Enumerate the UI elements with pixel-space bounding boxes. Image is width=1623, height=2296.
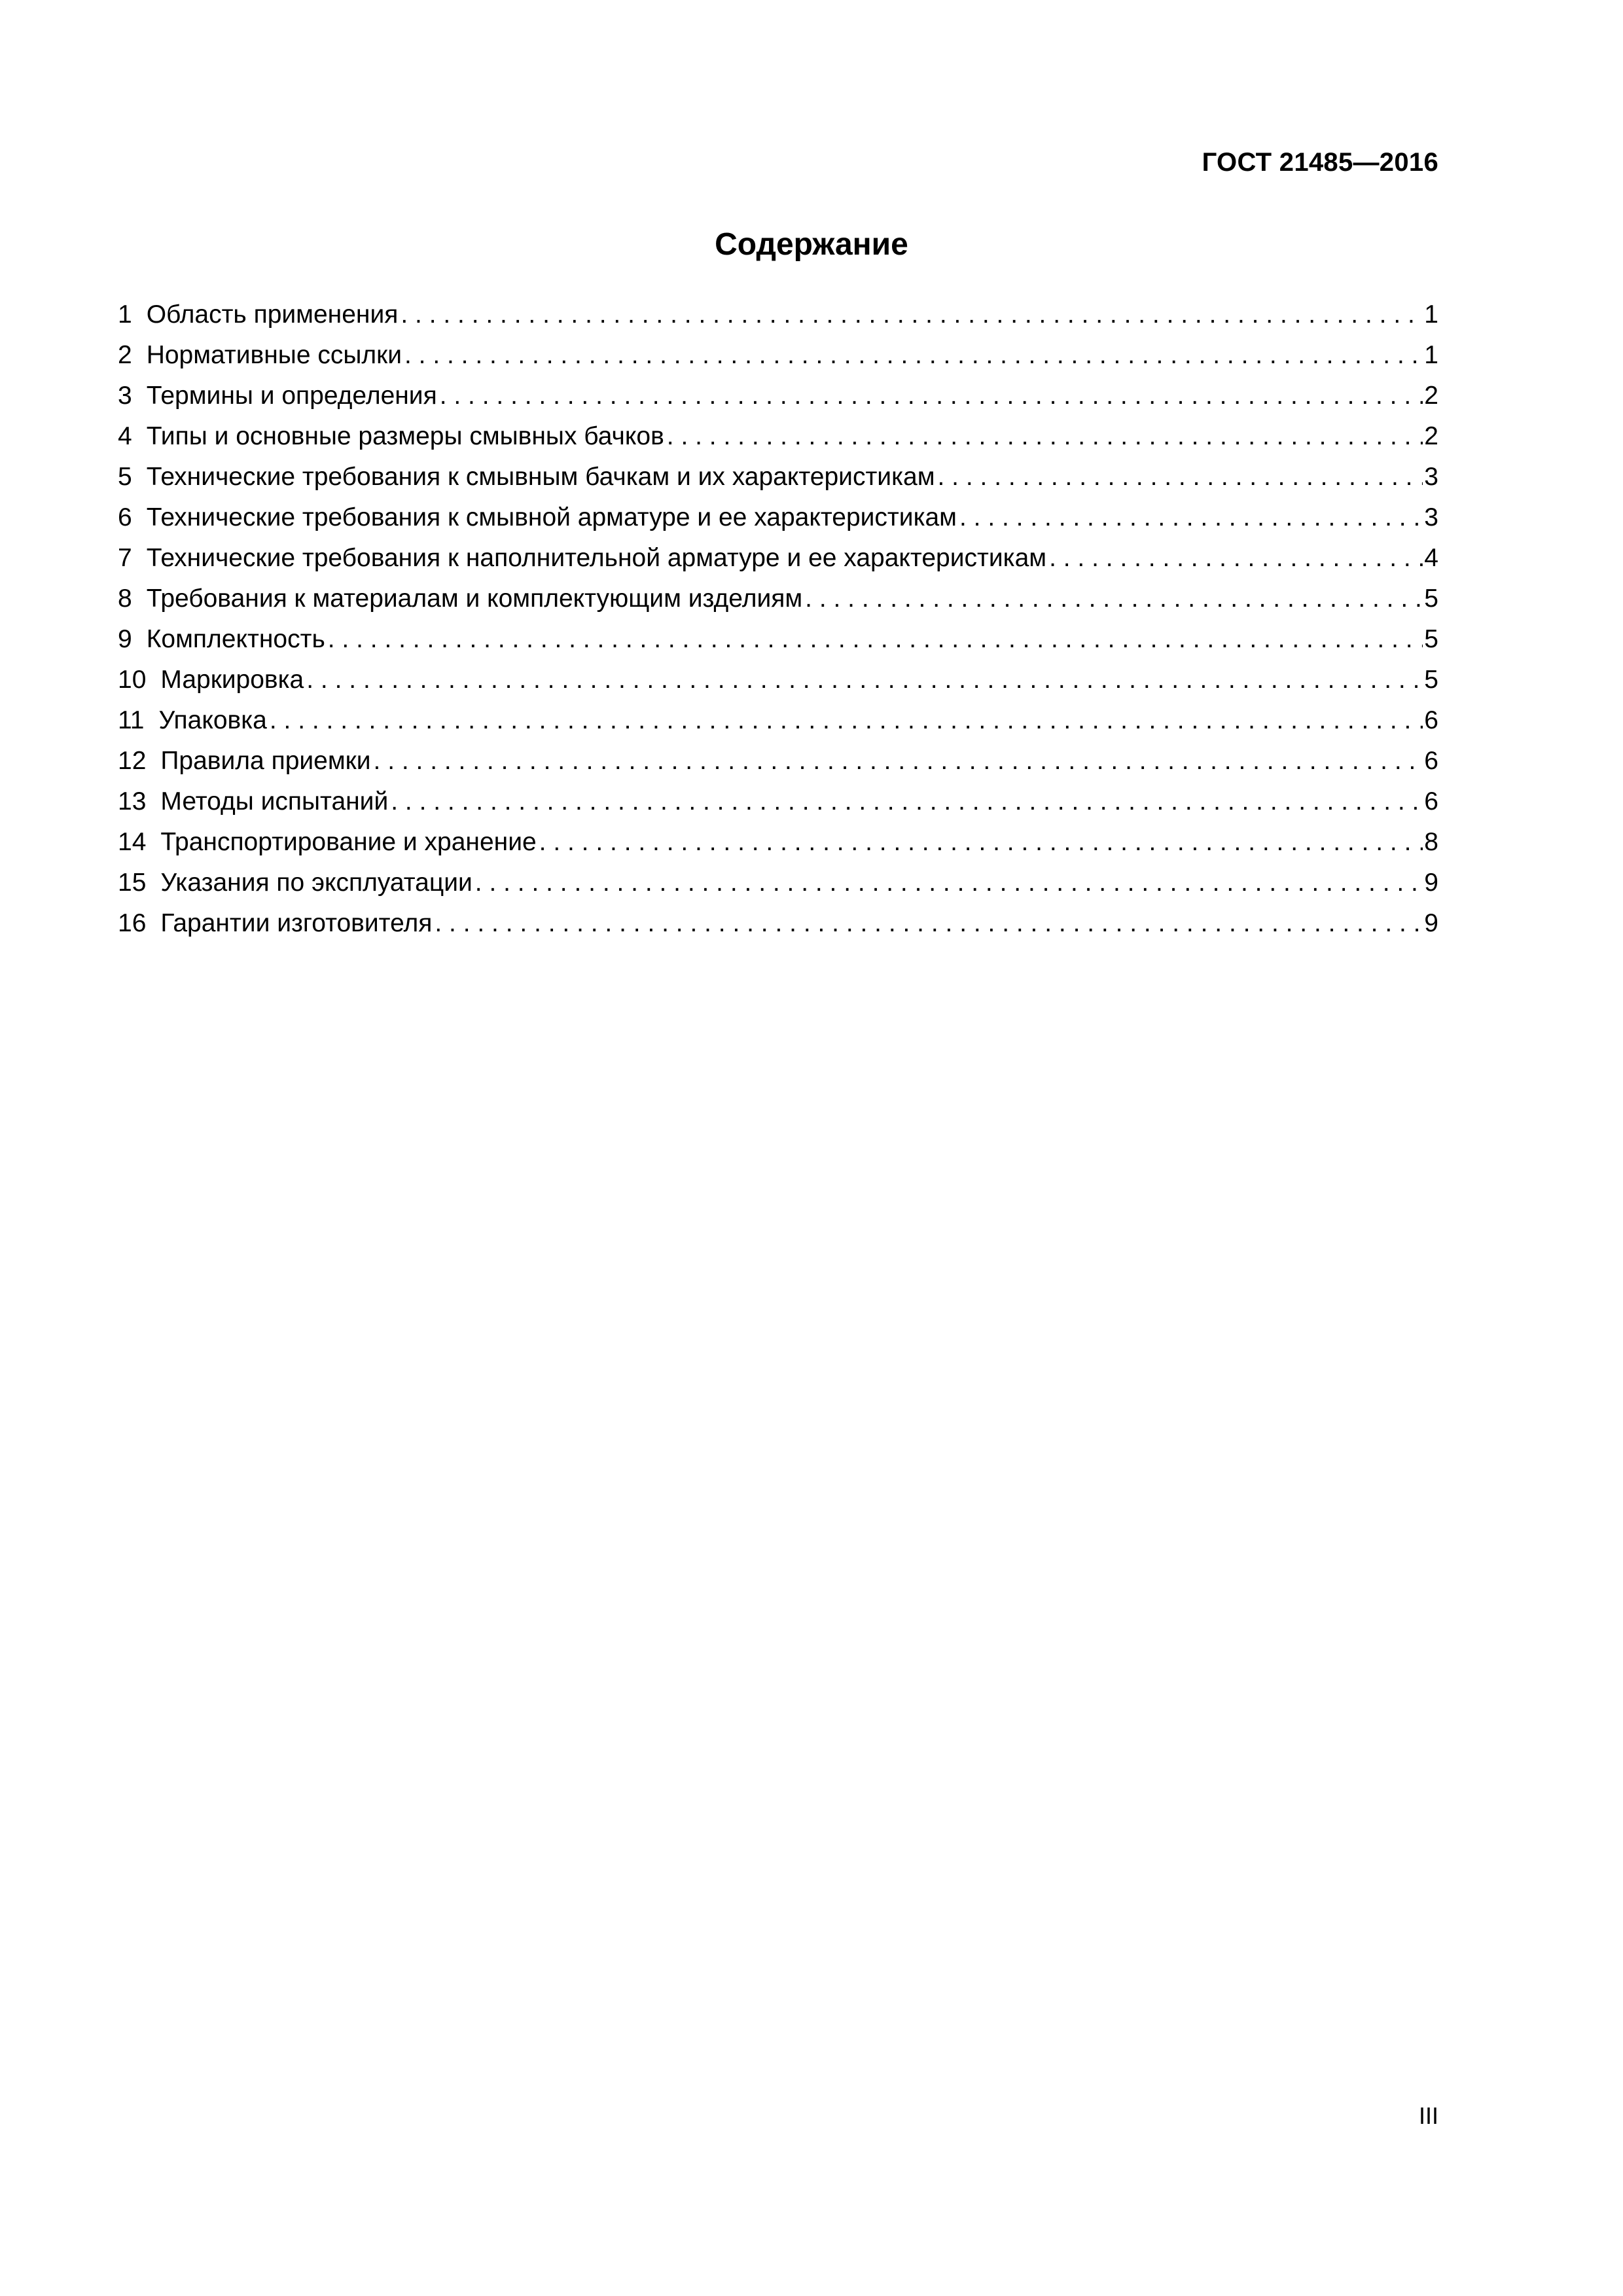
toc-item-title: Правила приемки [160, 747, 371, 775]
toc-leader-dots [401, 295, 1423, 335]
toc-item-number: 16 [118, 909, 147, 937]
toc-leader-dots [959, 497, 1423, 538]
toc-item[interactable] [118, 700, 1438, 741]
toc-item-page: 2 [1424, 382, 1438, 410]
toc-item[interactable] [118, 863, 1438, 903]
toc-item-title: Нормативные ссылки [146, 341, 402, 369]
toc-item-title: Термины и определения [146, 382, 437, 410]
page-title: Содержание [715, 227, 908, 262]
document-code: ГОСТ 21485—2016 [1202, 148, 1438, 177]
toc-leader-dots [1049, 538, 1423, 579]
toc-item-number: 2 [118, 341, 132, 369]
toc-item[interactable] [118, 295, 1438, 335]
toc-item-title: Технические требования к наполнительной арматуре и ее характеристикам [146, 544, 1047, 572]
toc-leader-dots [539, 822, 1423, 863]
toc-item-page: 5 [1424, 625, 1438, 653]
toc-item[interactable] [118, 376, 1438, 416]
toc-item[interactable] [118, 903, 1438, 944]
toc-item-title: Гарантии изготовителя [160, 909, 433, 937]
toc-leader-dots [391, 781, 1423, 822]
toc-item-number: 13 [118, 787, 147, 816]
toc-leader-dots [435, 903, 1423, 944]
toc-item-page: 5 [1424, 666, 1438, 694]
toc-item[interactable] [118, 497, 1438, 538]
toc-item[interactable] [118, 781, 1438, 822]
toc-item-page: 8 [1424, 828, 1438, 856]
toc-item[interactable] [118, 741, 1438, 781]
toc-item-page: 6 [1424, 706, 1438, 734]
toc-leader-dots [404, 335, 1423, 376]
toc-item[interactable] [118, 457, 1438, 497]
toc-leader-dots [667, 416, 1423, 457]
toc-item-page: 6 [1424, 787, 1438, 816]
toc-item-title: Указания по эксплуатации [160, 869, 473, 897]
toc-item-number: 9 [118, 625, 132, 653]
toc-item-number: 14 [118, 828, 147, 856]
toc-item-page: 2 [1424, 422, 1438, 450]
toc-leader-dots [306, 660, 1423, 700]
toc-item-number: 4 [118, 422, 132, 450]
toc-item-number: 15 [118, 869, 147, 897]
toc-item-title: Комплектность [146, 625, 325, 653]
toc-item-number: 6 [118, 503, 132, 531]
toc-item-number: 7 [118, 544, 132, 572]
toc-item-number: 11 [118, 706, 145, 734]
toc-item-title: Требования к материалам и комплектующим изделиям [146, 584, 803, 613]
page-number: III [1418, 2102, 1438, 2129]
toc-item-title: Упаковка [158, 706, 267, 734]
toc-item-page: 4 [1424, 544, 1438, 572]
toc-item-page: 3 [1424, 503, 1438, 531]
toc-leader-dots [805, 579, 1423, 619]
toc-item-page: 6 [1424, 747, 1438, 775]
toc-leader-dots [328, 619, 1423, 660]
toc-item-number: 10 [118, 666, 147, 694]
toc-item[interactable] [118, 335, 1438, 376]
toc-item-title: Маркировка [160, 666, 304, 694]
toc-item-page: 9 [1424, 869, 1438, 897]
toc-leader-dots [938, 457, 1423, 497]
toc-item[interactable] [118, 822, 1438, 863]
toc-item-number: 8 [118, 584, 132, 613]
toc-item-page: 5 [1424, 584, 1438, 613]
toc-item-page: 1 [1424, 341, 1438, 369]
toc-leader-dots [440, 376, 1423, 416]
toc-item-page: 3 [1424, 463, 1438, 491]
toc-item-number: 1 [118, 300, 132, 329]
table-of-contents [118, 295, 1438, 944]
toc-item-title: Область применения [146, 300, 399, 329]
toc-leader-dots [475, 863, 1423, 903]
toc-item-number: 3 [118, 382, 132, 410]
toc-item-title: Технические требования к смывным бачкам и их характеристикам [146, 463, 935, 491]
toc-item-title: Технические требования к смывной арматуре и ее характеристикам [146, 503, 957, 531]
toc-item[interactable] [118, 416, 1438, 457]
toc-item-number: 5 [118, 463, 132, 491]
toc-item[interactable] [118, 660, 1438, 700]
toc-item-title: Транспортирование и хранение [160, 828, 537, 856]
toc-item-page: 9 [1424, 909, 1438, 937]
toc-leader-dots [270, 700, 1423, 741]
toc-item[interactable] [118, 579, 1438, 619]
toc-item[interactable] [118, 619, 1438, 660]
toc-item-page: 1 [1424, 300, 1438, 329]
toc-item[interactable] [118, 538, 1438, 579]
toc-item-title: Типы и основные размеры смывных бачков [146, 422, 664, 450]
toc-leader-dots [374, 741, 1423, 781]
toc-item-title: Методы испытаний [160, 787, 389, 816]
toc-item-number: 12 [118, 747, 147, 775]
